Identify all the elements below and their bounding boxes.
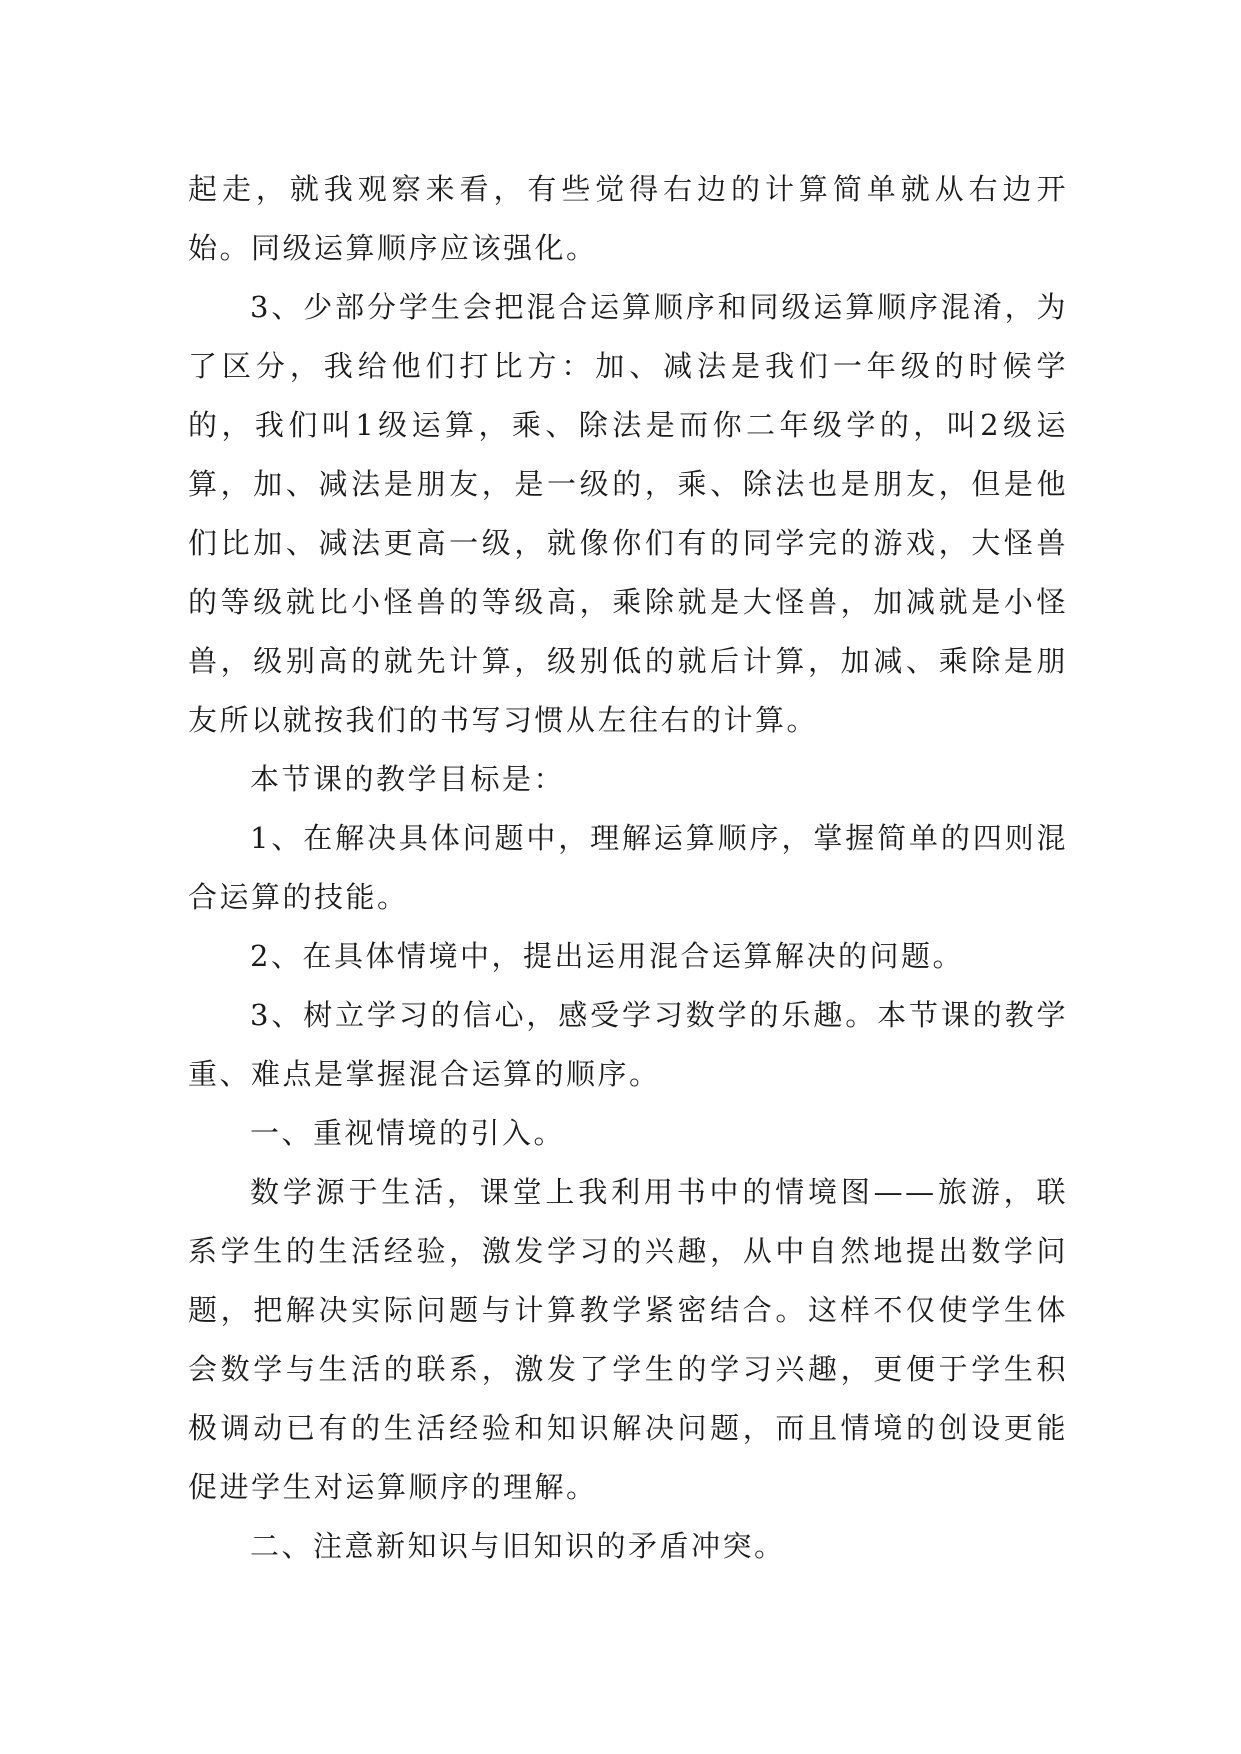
paragraph-goals-heading: 本节课的教学目标是： <box>250 762 566 796</box>
paragraph-goal-2: 2、在具体情境中，提出运用混合运算解决的问题。 <box>250 939 964 973</box>
paragraph-point-3-explanation: 3、少部分学生会把混合运算顺序和同级运算顺序混淆，为了区分，我给他们打比方：加、减法是我们一年级的时候学的，我们叫1级运算，乘、除法是而你二年级学的，叫2级运算，加、减法是朋友，是一级的，乘、除法也是朋友，但是他们比加、减法更高一级，就像你们有的同学完的游戏，大怪兽的等级就比小怪兽的等级高，乘除就是大怪兽，加减就是小怪兽，级别高的就先计算，级别低的就后计算，加减、乘除是朋友所以就按我们的书写习惯从左往右的计算。 <box>188 290 1068 737</box>
section-heading-1: 一、重视情境的引入。 <box>250 1116 566 1150</box>
paragraph-goal-3: 3、树立学习的信心，感受学习数学的乐趣。本节课的教学重、难点是掌握混合运算的顺序。 <box>188 998 1068 1091</box>
paragraph-continuation: 起走，就我观察来看，有些觉得右边的计算简单就从右边开始。同级运算顺序应该强化。 <box>188 172 1068 265</box>
paragraph-goal-1: 1、在解决具体问题中，理解运算顺序，掌握简单的四则混合运算的技能。 <box>188 821 1068 914</box>
paragraph-section-1-body: 数学源于生活，课堂上我利用书中的情境图——旅游，联系学生的生活经验，激发学习的兴趣，从中自然地提出数学问题，把解决实际问题与计算教学紧密结合。这样不仅使学生体会数学与生活的联系，激发了学生的学习兴趣，更便于学生积极调动已有的生活经验和知识解决问题，而且情境的创设更能促进学生对运算顺序的理解。 <box>188 1175 1068 1504</box>
section-heading-2: 二、注意新知识与旧知识的矛盾冲突。 <box>250 1529 786 1563</box>
document-body <box>188 160 1068 1576</box>
